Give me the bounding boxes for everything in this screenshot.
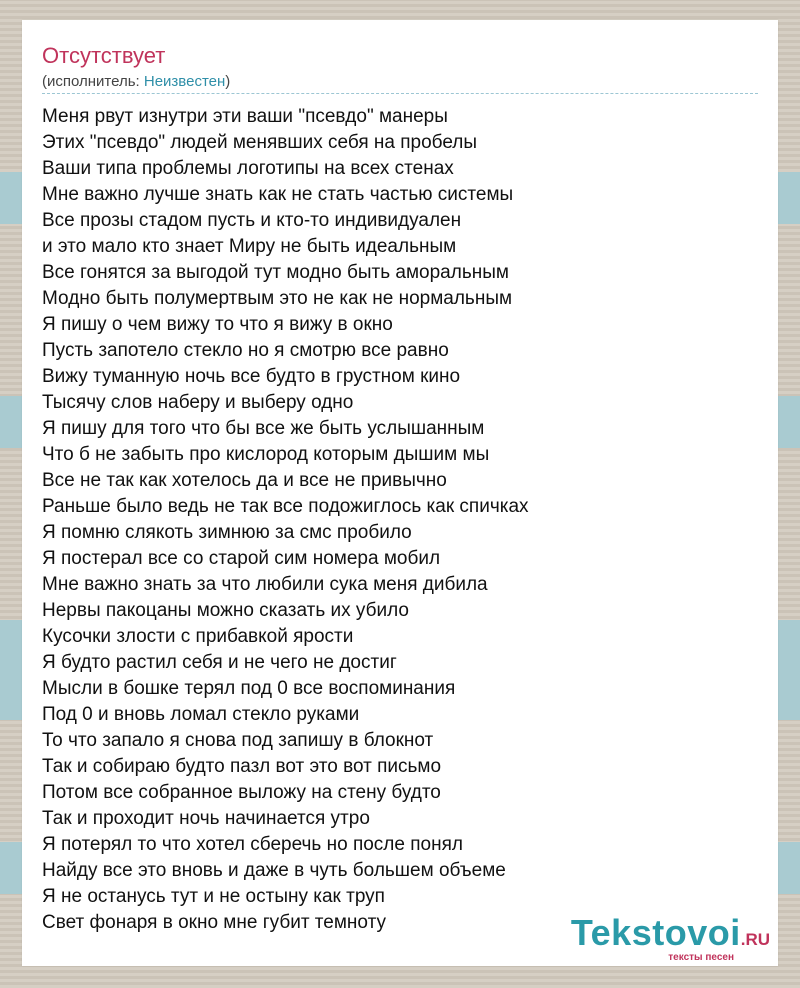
lyric-line: Вижу туманную ночь все будто в грустном кино	[42, 366, 461, 387]
lyric-line: Все не так как хотелось да и все не привычно	[42, 470, 447, 491]
lyric-line: Мысли в бошке терял под 0 все воспоминания	[42, 678, 456, 699]
logo-tagline: тексты песен	[668, 952, 734, 963]
lyric-line: Кусочки злости с прибавкой ярости	[42, 626, 354, 647]
lyric-line: Найду все это вновь и даже в чуть большем объеме	[42, 860, 506, 881]
lyric-line: Все гонятся за выгодой тут модно быть аморальным	[42, 262, 509, 283]
lyric-line: Я потерял то что хотел сберечь но после понял	[42, 834, 463, 855]
lyric-line: Я помню слякоть зимнюю за смс пробило	[42, 522, 412, 543]
lyrics-list	[42, 104, 529, 936]
lyric-line: Все прозы стадом пусть и кто-то индивидуален	[42, 210, 462, 231]
divider	[42, 93, 758, 94]
lyric-line: Этих "псевдо" людей менявших себя на пробелы	[42, 132, 478, 153]
artist-prefix: (исполнитель:	[42, 73, 144, 90]
lyric-line: Ваши типа проблемы логотипы на всех стенах	[42, 158, 454, 179]
lyric-line: Мне важно знать за что любили сука меня дибила	[42, 574, 488, 595]
lyric-line: Потом все собранное выложу на стену будто	[42, 782, 441, 803]
lyric-line: Тысячу слов наберу и выберу одно	[42, 392, 354, 413]
lyric-line: Я пишу о чем вижу то что я вижу в окно	[42, 314, 393, 335]
song-title: Отсутствует	[42, 43, 166, 68]
artist-line	[42, 72, 230, 92]
lyric-line: Меня рвут изнутри эти ваши "псевдо" манеры	[42, 106, 448, 127]
lyric-line: Мне важно лучше знать как не стать частью системы	[42, 184, 514, 205]
lyric-line: Что б не забыть про кислород которым дышим мы	[42, 444, 490, 465]
artist-link[interactable]: Неизвестен	[143, 73, 226, 90]
lyric-line: Пусть запотело стекло но я смотрю все равно	[42, 340, 449, 361]
lyric-line: Раньше было ведь не так все подожиглось как спичках	[42, 496, 529, 517]
lyric-line: Я пишу для того что бы все же быть услышанным	[42, 418, 485, 439]
lyric-line: Я постерал все со старой сим номера мобил	[42, 548, 441, 569]
lyric-line: То что запало я снова под запишу в блокнот	[42, 730, 434, 751]
lyric-line: Свет фонаря в окно мне губит темноту	[42, 912, 386, 933]
lyric-line: Так и собираю будто пазл вот это вот письмо	[42, 756, 442, 777]
lyric-line: Нервы пакоцаны можно сказать их убило	[42, 600, 409, 621]
lyric-line: Модно быть полумертвым это не как не нормальным	[42, 288, 513, 309]
lyric-line: Под 0 и вновь ломал стекло руками	[42, 704, 360, 725]
logo-name: Tekstovoi	[570, 912, 741, 953]
lyric-line: Я не останусь тут и не остыну как труп	[42, 886, 385, 907]
artist-suffix: )	[225, 73, 231, 90]
lyric-line: и это мало кто знает Миру не быть идеальным	[42, 236, 457, 257]
lyrics-card	[22, 20, 778, 966]
lyric-line: Так и проходит ночь начинается утро	[42, 808, 370, 829]
lyric-line: Я будто растил себя и не чего не достиг	[42, 652, 397, 673]
site-logo[interactable]	[571, 914, 770, 964]
logo-suffix: .RU	[740, 930, 770, 949]
